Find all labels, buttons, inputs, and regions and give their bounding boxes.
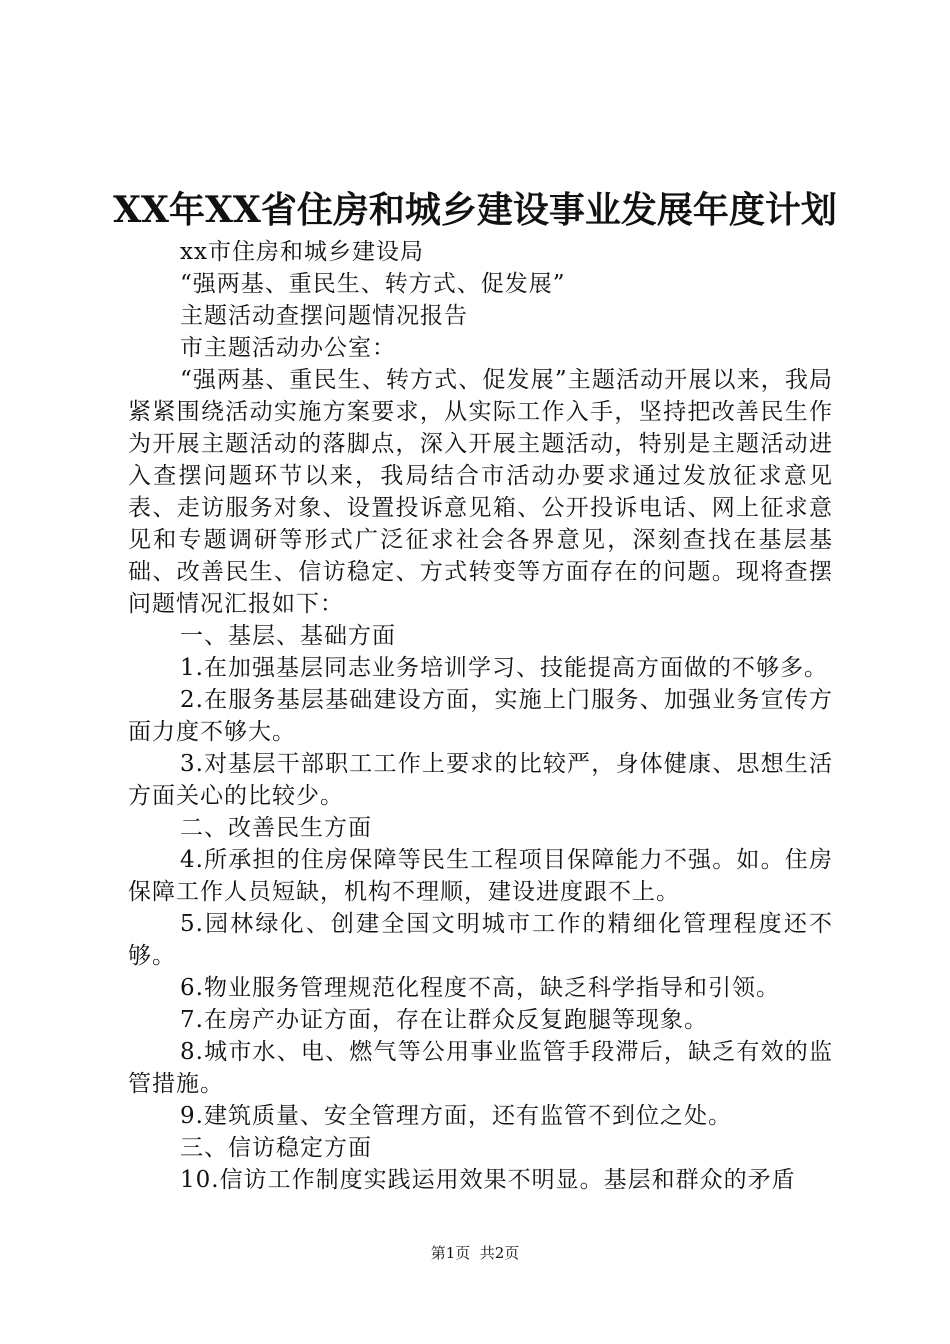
document-body	[128, 236, 833, 1196]
list-item: 5.园林绿化、创建全国文明城市工作的精细化管理程度还不够。	[128, 911, 833, 969]
list-item: 1.在加强基层同志业务培训学习、技能提高方面做的不够多。	[180, 655, 828, 681]
list-item: 10.信访工作制度实践运用效果不明显。基层和群众的矛盾	[180, 1167, 796, 1193]
section-heading-2: 二、改善民生方面	[180, 815, 372, 841]
paragraph-report-title: 主题活动查摆问题情况报告	[180, 303, 468, 329]
list-item: 2.在服务基层基础建设方面，实施上门服务、加强业务宣传方面力度不够大。	[128, 687, 833, 745]
list-item: 4.所承担的住房保障等民生工程项目保障能力不强。如。住房保障工作人员短缺，机构不理顺，建设进度跟不上。	[128, 847, 833, 905]
document-title: XX年XX省住房和城乡建设事业发展年度计划	[113, 189, 837, 231]
section-heading-3: 三、信访稳定方面	[180, 1135, 372, 1161]
section-heading-1: 一、基层、基础方面	[180, 623, 396, 649]
list-item: 6.物业服务管理规范化程度不高，缺乏科学指导和引领。	[180, 975, 780, 1001]
page-number-footer: 第1页 共2页	[430, 1244, 520, 1262]
paragraph-recipient: 市主题活动办公室：	[180, 335, 396, 361]
list-item: 8.城市水、电、燃气等公用事业监管手段滞后，缺乏有效的监管措施。	[128, 1039, 833, 1097]
list-item: 9.建筑质量、安全管理方面，还有监管不到位之处。	[180, 1103, 732, 1129]
paragraph-issuer: xx市住房和城乡建设局	[180, 239, 424, 265]
list-item: 3.对基层干部职工工作上要求的比较严，身体健康、思想生活方面关心的比较少。	[128, 751, 833, 809]
paragraph-intro: “强两基、重民生、转方式、促发展”主题活动开展以来，我局紧紧围绕活动实施方案要求，从实际工作入手，坚持把改善民生作为开展主题活动的落脚点，深入开展主题活动，特别是主题活动进入查摆问题环节以来，我局结合市活动办要求通过发放征求意见表、走访服务对象、设置投诉意见箱、公开投诉电话、网上征求意见和专题调研等形式广泛征求社会各界意见，深刻查找在基层基础、改善民生、信访稳定、方式转变等方面存在的问题。现将查摆问题情况汇报如下：	[128, 367, 833, 617]
paragraph-slogan: “强两基、重民生、转方式、促发展”	[180, 271, 566, 297]
list-item: 7.在房产办证方面，存在让群众反复跑腿等现象。	[180, 1007, 708, 1033]
